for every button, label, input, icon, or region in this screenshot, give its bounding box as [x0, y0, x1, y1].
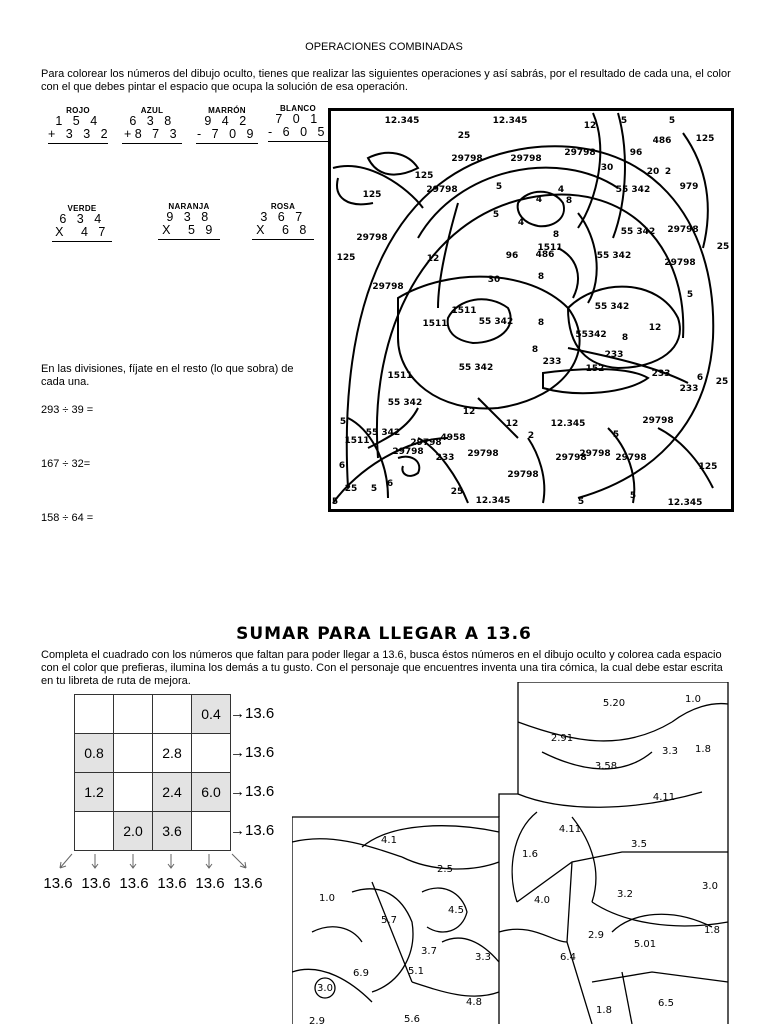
grid-cell[interactable] — [75, 812, 114, 851]
puzzle-number: 4.0 — [534, 895, 550, 906]
color-label: NARANJA — [168, 202, 210, 211]
column-target: 13.6 — [195, 875, 225, 892]
picture-number: 125 — [414, 171, 434, 181]
picture-number: 4958 — [440, 433, 466, 443]
grid-cell[interactable] — [114, 773, 153, 812]
column-target: 13.6 — [157, 875, 187, 892]
picture-number: 2 — [664, 167, 672, 177]
puzzle-number-labels — [309, 694, 720, 1024]
picture-number: 125 — [336, 253, 356, 263]
grid-cell: 2.4 — [153, 773, 192, 812]
row-target: →13.6 — [230, 822, 275, 839]
puzzle-number: 1.8 — [704, 925, 720, 936]
picture-number: 1511 — [344, 436, 370, 446]
picture-number: 29798 — [579, 449, 611, 459]
grid-cell: 0.4 — [192, 695, 231, 734]
grid-row — [75, 695, 231, 734]
puzzle-number: 3.0 — [317, 983, 333, 994]
color-label: AZUL — [140, 106, 164, 115]
grid-cell[interactable] — [75, 695, 114, 734]
puzzle-number: 4.8 — [466, 997, 482, 1008]
product-rule — [252, 239, 314, 240]
picture-number: 5 — [629, 491, 637, 501]
picture-number: 5 — [577, 497, 585, 507]
operand-2: X 6 8 — [256, 223, 310, 237]
picture-number: 5 — [339, 417, 347, 427]
picture-number: 1511 — [537, 243, 563, 253]
picture-number: 5 — [331, 497, 339, 507]
division-note: En las divisiones, fíjate en el resto (lo que sobra) de cada una. — [41, 363, 294, 388]
operand-1: 7 0 1 — [275, 112, 321, 126]
puzzle-number: 1.8 — [596, 1005, 612, 1016]
picture-number: 2 — [527, 431, 535, 441]
picture-number: 25 — [716, 242, 730, 252]
operand-2: - 7 0 9 — [197, 127, 257, 141]
operand-2: +8 7 3 — [123, 127, 181, 141]
puzzle-number: 5.7 — [381, 915, 397, 926]
picture-number: 25 — [344, 484, 358, 494]
picture-number: 55 342 — [387, 398, 423, 408]
operand-2: X 5 9 — [162, 223, 216, 237]
picture-number: 12 — [583, 121, 597, 131]
picture-number: 55 342 — [365, 428, 401, 438]
color-label: ROSA — [270, 202, 296, 211]
color-label: BLANCO — [279, 104, 317, 113]
picture-number: 8 — [537, 272, 545, 282]
picture-number: 8 — [531, 345, 539, 355]
picture-number: 233 — [542, 357, 562, 367]
picture-number: 125 — [362, 190, 382, 200]
product-rule — [52, 241, 112, 242]
picture-number: 6 — [696, 373, 704, 383]
picture-number: 55 342 — [596, 251, 632, 261]
picture-number: 5 — [612, 430, 620, 440]
picture-number: 29798 — [664, 258, 696, 268]
sum-rule — [268, 141, 328, 142]
operand-2: + 3 3 2 — [48, 127, 112, 141]
picture-number: 12 — [462, 407, 476, 417]
puzzle-number: 4.11 — [652, 792, 676, 803]
picture-number: 29798 — [467, 449, 499, 459]
puzzle-number: 2.9 — [588, 930, 604, 941]
puzzle-number: 1.0 — [319, 893, 335, 904]
hidden-picture-bird — [328, 108, 734, 512]
column-target: 13.6 — [119, 875, 149, 892]
operand-2: X 4 7 — [55, 225, 109, 239]
puzzle-number: 2.5 — [437, 864, 453, 875]
operand-1: 6 3 8 — [129, 114, 175, 128]
puzzle-number: 1.8 — [695, 744, 711, 755]
column-target: 13.6 — [43, 875, 73, 892]
picture-number: 486 — [535, 250, 555, 260]
row-target: →13.6 — [230, 744, 275, 761]
picture-number: 979 — [679, 182, 699, 192]
picture-number: 55 342 — [620, 227, 656, 237]
puzzle-number: 5.01 — [633, 939, 657, 950]
subtraction-blanco — [268, 104, 328, 142]
picture-number: 6 — [338, 461, 346, 471]
picture-number: 5 — [620, 116, 628, 126]
picture-number: 125 — [698, 462, 718, 472]
picture-number: 29798 — [451, 154, 483, 164]
column-targets — [39, 875, 267, 893]
grid-cell[interactable] — [192, 734, 231, 773]
picture-number: 486 — [652, 136, 672, 146]
picture-number: 30 — [487, 275, 501, 285]
puzzle-number: 5.1 — [408, 966, 424, 977]
puzzle-number: 6.4 — [560, 952, 576, 963]
picture-number: 29798 — [555, 453, 587, 463]
multiplication-verde — [52, 204, 112, 242]
picture-number: 5 — [370, 484, 378, 494]
picture-number: 55 342 — [478, 317, 514, 327]
picture-number: 233 — [435, 453, 455, 463]
picture-number: 5 — [686, 290, 694, 300]
picture-number: 12 — [505, 419, 519, 429]
hidden-picture-puzzle — [292, 682, 732, 1024]
sum-grid — [74, 694, 231, 851]
picture-number: 12 — [426, 254, 440, 264]
puzzle-number: 5.6 — [404, 1014, 420, 1024]
sum-rule — [122, 143, 182, 144]
grid-cell[interactable] — [114, 734, 153, 773]
row-targets — [230, 694, 274, 850]
picture-number: 12.345 — [384, 116, 420, 126]
picture-number: 29798 — [356, 233, 388, 243]
section1-title: OPERACIONES COMBINADAS — [305, 41, 463, 53]
picture-number: 5 — [492, 210, 500, 220]
picture-number: 233 — [679, 384, 699, 394]
grid-row — [75, 734, 231, 773]
grid-cell: 2.8 — [153, 734, 192, 773]
puzzle-number: 3.3 — [662, 746, 678, 757]
picture-number: 6 — [386, 479, 394, 489]
puzzle-number: 2.9 — [309, 1016, 325, 1024]
puzzle-number: 1.6 — [522, 849, 538, 860]
operand-1: 1 5 4 — [55, 114, 101, 128]
operand-1: 6 3 4 — [59, 212, 105, 226]
picture-number: 8 — [621, 333, 629, 343]
picture-number: 12.345 — [550, 419, 586, 429]
picture-number: 1511 — [451, 306, 477, 316]
addition-rojo — [48, 106, 112, 144]
picture-number: 29798 — [426, 185, 458, 195]
picture-number: 29798 — [392, 447, 424, 457]
color-label: MARRÓN — [208, 106, 246, 115]
product-rule — [158, 239, 220, 240]
grid-cell[interactable] — [153, 695, 192, 734]
operand-1: 3 6 7 — [260, 210, 306, 224]
picture-number: 4 — [517, 218, 525, 228]
picture-number: 25 — [450, 487, 464, 497]
column-arrows — [40, 852, 272, 874]
division-1: 293 ÷ 39 = — [41, 404, 94, 416]
picture-number: 29798 — [667, 225, 699, 235]
puzzle-number: 4.1 — [381, 835, 397, 846]
row-target: →13.6 — [230, 783, 275, 800]
puzzle-number: 3.5 — [631, 839, 647, 850]
picture-number: 233 — [651, 369, 671, 379]
picture-number: 12.345 — [475, 496, 511, 506]
picture-number: 125 — [695, 134, 715, 144]
picture-number: 25 — [457, 131, 471, 141]
picture-number: 5 — [495, 182, 503, 192]
picture-number: 1511 — [422, 319, 448, 329]
picture-number: 55 342 — [594, 302, 630, 312]
picture-number: 96 — [505, 251, 519, 261]
picture-number: 152 — [585, 364, 605, 374]
puzzle-number: 6.5 — [658, 998, 674, 1009]
picture-number: 55 342 — [458, 363, 494, 373]
grid-cell: 0.8 — [75, 734, 114, 773]
sum-rule — [196, 143, 258, 144]
grid-cell: 3.6 — [153, 812, 192, 851]
grid-cell: 1.2 — [75, 773, 114, 812]
picture-number: 12.345 — [492, 116, 528, 126]
picture-number: 4 — [535, 195, 543, 205]
column-target: 13.6 — [233, 875, 263, 892]
puzzle-number: 2.91 — [550, 733, 574, 744]
picture-number: 4 — [557, 185, 565, 195]
grid-cell: 2.0 — [114, 812, 153, 851]
picture-number: 8 — [537, 318, 545, 328]
color-label: VERDE — [67, 204, 97, 213]
operand-1: 9 3 8 — [166, 210, 212, 224]
grid-cell[interactable] — [192, 812, 231, 851]
operand-1: 9 4 2 — [204, 114, 250, 128]
picture-number: 29798 — [564, 148, 596, 158]
picture-number: 55342 — [575, 330, 607, 340]
section2-title: SUMAR PARA LLEGAR A 13.6 — [236, 624, 532, 644]
section2-instructions: Completa el cuadrado con los números que faltan para poder llegar a 13.6, busca éstos números en el dibujo oculto y colorea cada espacio con el color que prefieras, ilumina los demás a tu gusto. Con el personaje que encuentres inventa una tira cómica, la cual debe estar escrita en tu libreta de ruta de mejora. — [41, 649, 723, 687]
row-target: →13.6 — [230, 705, 275, 722]
puzzle-number: 3.0 — [702, 881, 718, 892]
column-target: 13.6 — [81, 875, 111, 892]
picture-number: 1511 — [387, 371, 413, 381]
picture-number: 12 — [648, 323, 662, 333]
picture-number: 20 — [646, 167, 660, 177]
puzzle-number: 6.9 — [353, 968, 369, 979]
picture-number: 12.345 — [667, 498, 703, 508]
multiplication-naranja — [158, 202, 220, 240]
picture-number: 233 — [604, 350, 624, 360]
puzzle-number: 3.58 — [594, 761, 618, 772]
picture-number: 30 — [600, 163, 614, 173]
picture-number: 5 — [668, 116, 676, 126]
grid-row — [75, 773, 231, 812]
picture-number: 55 342 — [615, 185, 651, 195]
picture-number: 25 — [715, 377, 729, 387]
puzzle-number: 1.0 — [685, 694, 701, 705]
division-3: 158 ÷ 64 = — [41, 512, 94, 524]
picture-number: 29798 — [372, 282, 404, 292]
picture-number: 29798 — [642, 416, 674, 426]
picture-number: 29798 — [510, 154, 542, 164]
puzzle-number: 3.2 — [617, 889, 633, 900]
picture-number: 8 — [552, 230, 560, 240]
addition-azul — [122, 106, 182, 144]
color-label: ROJO — [66, 106, 90, 115]
section1-instructions: Para colorear los números del dibujo oculto, tienes que realizar las siguientes operaciones y así sabrás, por el resultado de cada una, el color con el que debes pintar el espacio que ocupa la solución de esa operación. — [41, 68, 731, 93]
puzzle-number: 5.20 — [602, 698, 626, 709]
picture-number: 29798 — [615, 453, 647, 463]
puzzle-number: 4.11 — [558, 824, 582, 835]
picture-number: 29798 — [410, 438, 442, 448]
sum-rule — [48, 143, 108, 144]
grid-row — [75, 812, 231, 851]
picture-number: 8 — [565, 196, 573, 206]
operand-2: - 6 0 5 — [268, 125, 328, 139]
picture-number: 29798 — [507, 470, 539, 480]
puzzle-number: 3.7 — [421, 946, 437, 957]
puzzle-number: 4.5 — [448, 905, 464, 916]
picture-number: 96 — [629, 148, 643, 158]
division-2: 167 ÷ 32= — [41, 458, 91, 470]
subtraction-marron — [196, 106, 258, 144]
grid-cell[interactable] — [114, 695, 153, 734]
multiplication-rosa — [252, 202, 314, 240]
grid-cell: 6.0 — [192, 773, 231, 812]
puzzle-number: 3.3 — [475, 952, 491, 963]
